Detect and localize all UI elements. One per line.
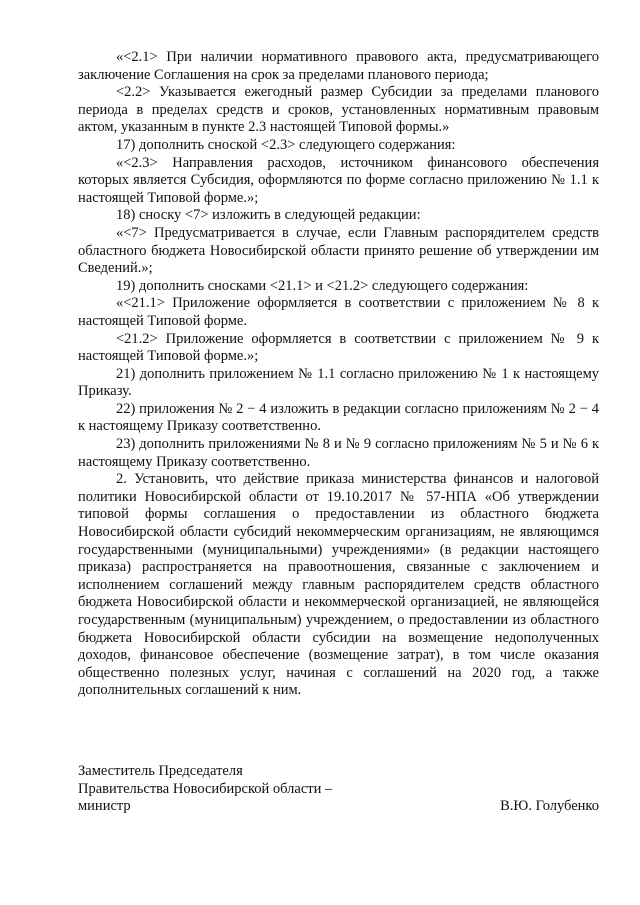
signature-block xyxy=(78,763,599,816)
paragraph-footnote-2-2: <2.2> Указывается ежегодный размер Субсидии за пределами планового периода в пределах средств и сроков, установленных нормативным правовым актом, указанным в пункте 2.3 настоящей Типовой формы.» xyxy=(78,84,599,136)
paragraph-footnote-21-2: <21.2> Приложение оформляется в соответствии с приложением № 9 к настоящей Типовой форме.»; xyxy=(78,330,599,365)
signature-title-line2: Правительства Новосибирской области – xyxy=(78,780,333,797)
signature-title-line3: министр xyxy=(78,798,131,815)
paragraph-footnote-21-1: «<21.1> Приложение оформляется в соответствии с приложением № 8 к настоящей Типовой форме. xyxy=(78,295,599,329)
signature-title-line1: Заместитель Председателя xyxy=(78,763,243,779)
paragraph-item-22: 22) приложения № 2 − 4 изложить в редакции согласно приложениям № 2 − 4 к настоящему Приказу соответственно. xyxy=(78,400,599,435)
signature-last-line xyxy=(78,798,599,816)
paragraph-footnote-2-3: «<2.3> Направления расходов, источником финансового обеспечения которых является Субсидия, оформляются по форме согласно приложению № 1.1 к настоящей Типовой форме.»; xyxy=(78,154,599,206)
signatory-name: В.Ю. Голубенко xyxy=(500,798,599,815)
paragraph-footnote-2-1: «<2.1> При наличии нормативного правового акта, предусматривающего заключение Соглашения на срок за пределами планового периода; xyxy=(78,49,599,83)
paragraph-item-18: 18) сноску <7> изложить в следующей редакции: xyxy=(116,207,421,224)
paragraph-item-21: 21) дополнить приложением № 1.1 согласно приложению № 1 к настоящему Приказу. xyxy=(78,365,599,400)
paragraph-item-23: 23) дополнить приложениями № 8 и № 9 согласно приложениям № 5 и № 6 к настоящему Приказу соответственно. xyxy=(78,436,599,470)
paragraph-section-2: 2. Установить, что действие приказа министерства финансов и налоговой политики Новосибирской области от 19.10.2017 № 57-НПА «Об утверждении типовой формы соглашения о предоставлении из областного бюджета Новосибирской области субсидий некоммерческим организациям, не являющимся государственными (муниципальными) учреждениями» (в редакции настоящего приказа) распространяется на правоотношения, связанные с заключением и исполнением соглашений между главным распорядителем средств областного бюджета Новосибирской области и некоммерческой организацией, не являющейся государственным (муниципальным) учреждением, о предоставлении из областного бюджета Новосибирской области субсидии на возмещение недополученных доходов, финансовое обеспечение (возмещение затрат), в том числе оказания общественно полезных услуг, начиная с соглашений на 2020 год, а также дополнительных соглашений к ним. xyxy=(78,471,599,699)
paragraph-item-19: 19) дополнить сносками <21.1> и <21.2> следующего содержания: xyxy=(116,277,529,294)
paragraph-footnote-7: «<7> Предусматривается в случае, если Главным распорядителем средств областного бюджета Новосибирской области принято решение об утверждении им Сведений.»; xyxy=(78,224,599,277)
document-body xyxy=(78,49,599,700)
paragraph-item-17: 17) дополнить сноской <2.3> следующего содержания: xyxy=(116,136,456,153)
